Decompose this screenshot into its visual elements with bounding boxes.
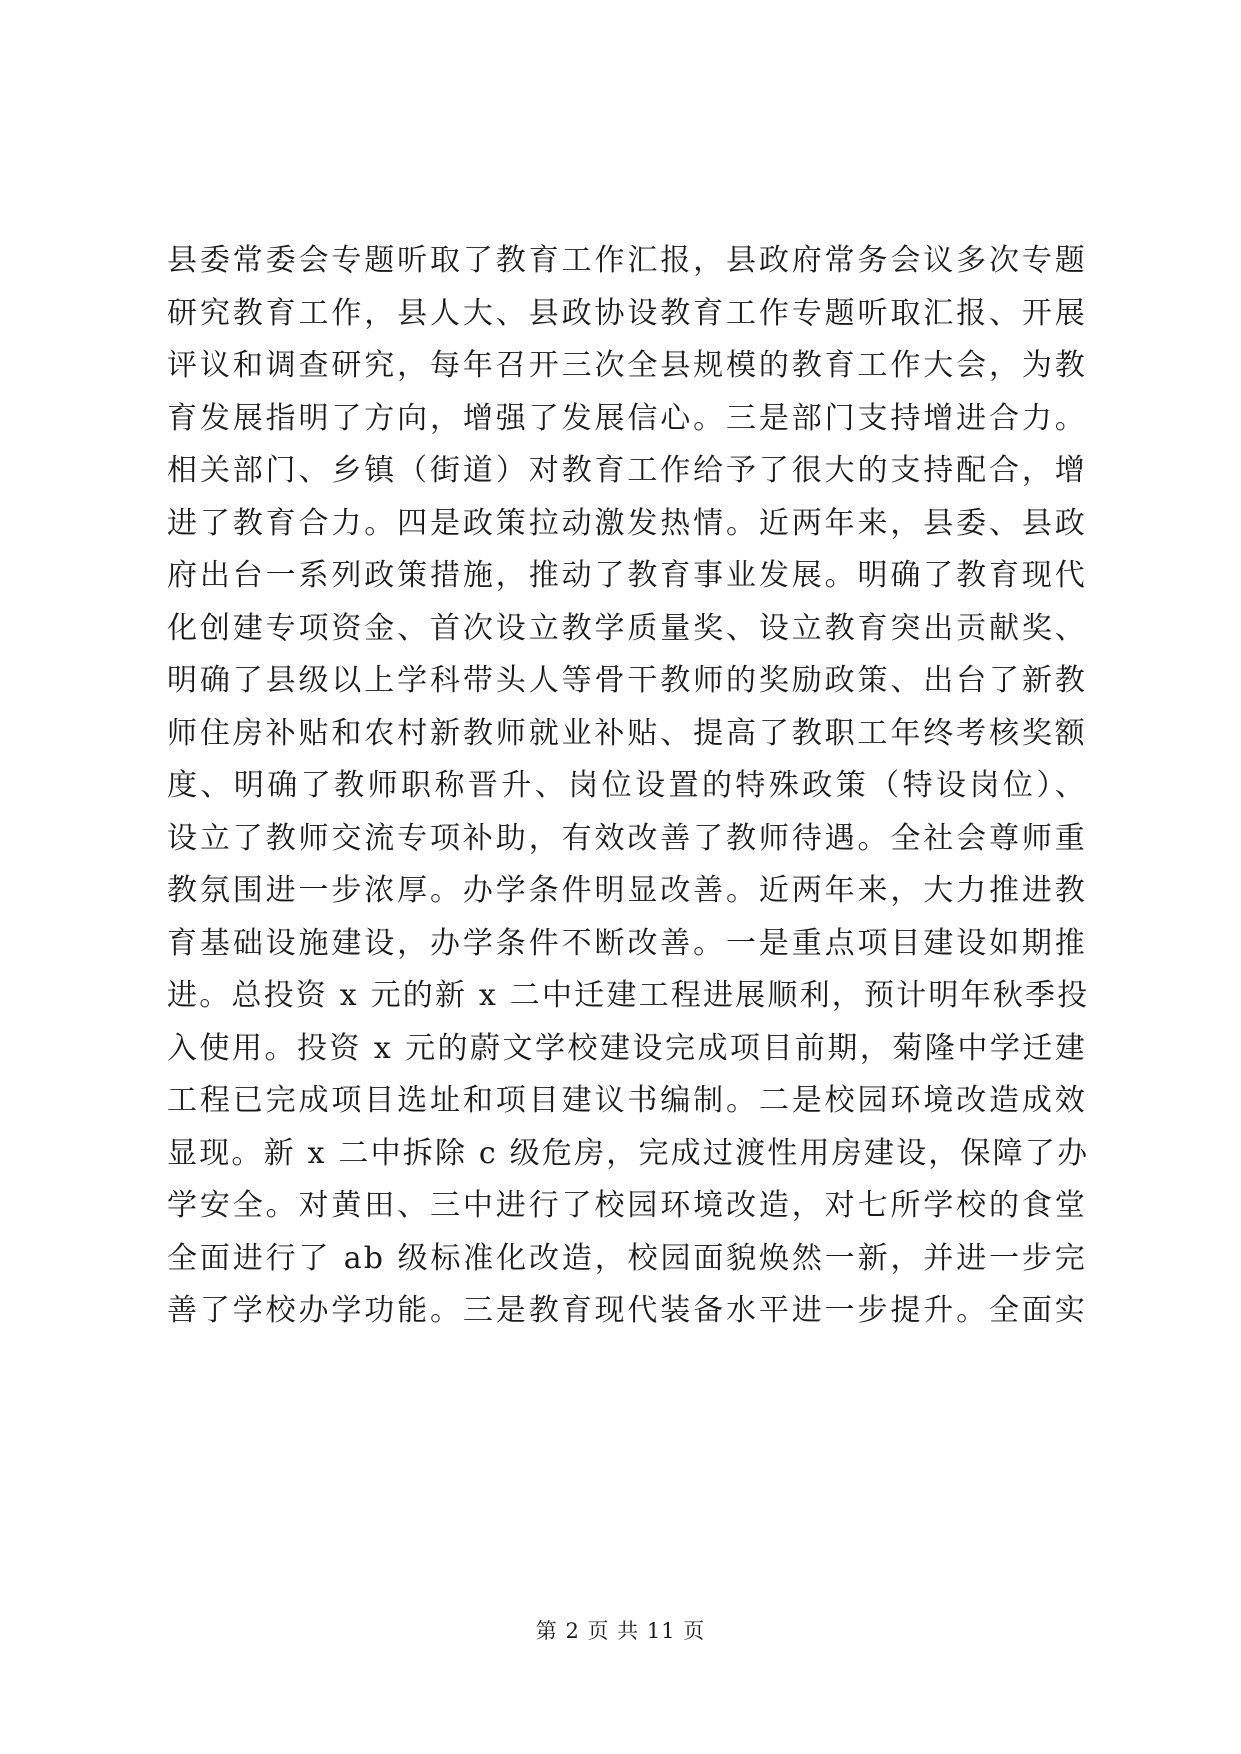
text-line-15: 进。总投资 x 元的新 x 二中迁建工程进展顺利，预计明年秋季投 <box>167 978 1090 1013</box>
body-text <box>167 235 1090 1338</box>
text-line-21: 善了学校办学功能。三是教育现代装备水平进一步提升。全面实 <box>167 1293 1087 1328</box>
text-line-16: 入使用。投资 x 元的蔚文学校建设完成项目前期，菊隆中学迁建 <box>167 1030 1087 1066</box>
text-line-10: 师住房补贴和农村新教师就业补贴、提高了教职工年终考核奖额 <box>167 715 1087 751</box>
text-line-6: 进了教育合力。四是政策拉动激发热情。近两年来，县委、县政 <box>167 505 1087 541</box>
text-line-18: 显现。新 x 二中拆除 c 级危房，完成过渡性用房建设，保障了办 <box>167 1135 1090 1171</box>
text-line-11: 度、明确了教师职称晋升、岗位设置的特殊政策（特设岗位）、 <box>167 768 1087 803</box>
text-line-8: 化创建专项资金、首次设立教学质量奖、设立教育突出贡献奖、 <box>167 610 1087 646</box>
text-line-20: 全面进行了 ab 级标准化改造，校园面貌焕然一新，并进一步完 <box>167 1240 1087 1276</box>
text-line-12: 设立了教师交流专项补助，有效改善了教师待遇。全社会尊师重 <box>167 820 1087 856</box>
text-line-9: 明确了县级以上学科带头人等骨干教师的奖励政策、出台了新教 <box>167 663 1087 698</box>
text-line-7: 府出台一系列政策措施，推动了教育事业发展。明确了教育现代 <box>167 558 1087 593</box>
text-line-1: 县委常委会专题听取了教育工作汇报，县政府常务会议多次专题 <box>167 243 1087 278</box>
text-line-19: 学安全。对黄田、三中进行了校园环境改造，对七所学校的食堂 <box>167 1188 1087 1223</box>
text-line-14: 育基础设施建设，办学条件不断改善。一是重点项目建设如期推 <box>167 925 1087 961</box>
text-line-17: 工程已完成项目选址和项目建议书编制。二是校园环境改造成效 <box>167 1083 1087 1118</box>
page-footer: 第 2 页 共 11 页 <box>535 1619 706 1643</box>
text-line-13: 教氛围进一步浓厚。办学条件明显改善。近两年来，大力推进教 <box>167 873 1087 908</box>
text-line-5: 相关部门、乡镇（街道）对教育工作给予了很大的支持配合，增 <box>167 453 1087 488</box>
text-line-4: 育发展指明了方向，增强了发展信心。三是部门支持增进合力。 <box>167 400 1087 436</box>
text-line-2: 研究教育工作，县人大、县政协设教育工作专题听取汇报、开展 <box>167 295 1087 331</box>
text-line-3: 评议和调查研究，每年召开三次全县规模的教育工作大会，为教 <box>167 348 1087 383</box>
